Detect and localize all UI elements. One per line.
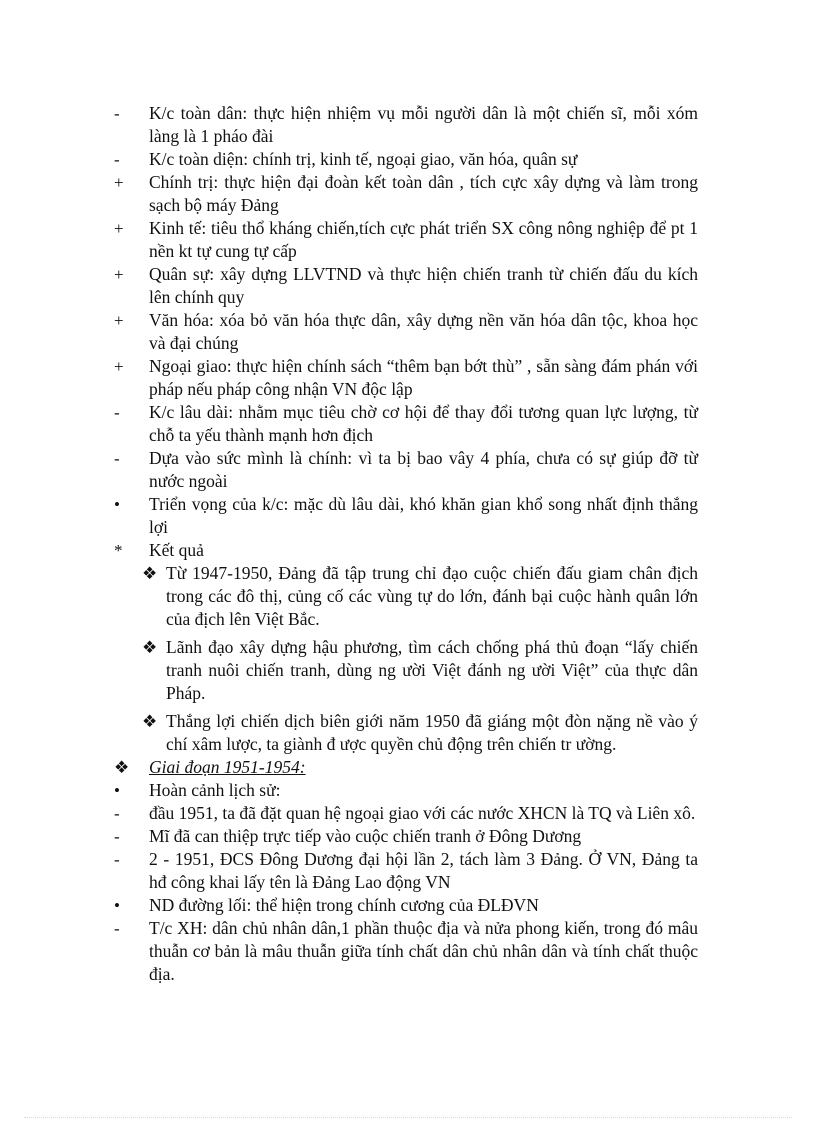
list-marker: - xyxy=(114,919,120,938)
list-item xyxy=(114,756,698,779)
list-item xyxy=(114,447,698,493)
list-item xyxy=(114,894,698,917)
list-marker: • xyxy=(114,781,120,800)
list-item xyxy=(114,217,698,263)
list-marker: ❖ xyxy=(114,758,130,777)
list-item-text: Giai đoạn 1951-1954: xyxy=(149,757,306,777)
list-item xyxy=(114,401,698,447)
list-item xyxy=(114,102,698,148)
list-item xyxy=(114,636,698,705)
list-item-text: Hoàn cảnh lịch sử: xyxy=(149,780,281,800)
list-item xyxy=(114,562,698,631)
list-item-text: Dựa vào sức mình là chính: vì ta bị bao vây 4 phía, chưa có sự giúp đỡ từ nước ngoài xyxy=(149,448,698,491)
list-item xyxy=(114,309,698,355)
list-marker: ❖ xyxy=(142,564,158,583)
list-marker: - xyxy=(114,804,120,823)
list-item xyxy=(114,493,698,539)
list-item-text: 2 - 1951, ĐCS Đông Dương đại hội lần 2, tách làm 3 Đảng. Ở VN, Đảng ta hđ công khai lấy tên là Đảng Lao động VN xyxy=(149,849,698,892)
list-marker: • xyxy=(114,495,120,514)
list-item-text: Lãnh đạo xây dựng hậu phương, tìm cách chống phá thủ đoạn “lấy chiến tranh nuôi chiến tranh, dùng ng ười Việt đánh ng ười Việt” của thực dân Pháp. xyxy=(166,637,698,703)
list-item-text: T/c XH: dân chủ nhân dân,1 phần thuộc địa và nửa phong kiến, trong đó mâu thuẫn cơ bản là mâu thuẫn giữa tính chất dân chủ nhân dân và tính chất thuộc địa. xyxy=(149,918,698,984)
list-item-text: Chính trị: thực hiện đại đoàn kết toàn dân , tích cực xây dựng và làm trong sạch bộ máy Đảng xyxy=(149,172,698,215)
list-item xyxy=(114,171,698,217)
list-item-text: ND đường lối: thể hiện trong chính cương của ĐLĐVN xyxy=(149,895,539,915)
list-item-text: K/c lâu dài: nhằm mục tiêu chờ cơ hội để thay đổi tương quan lực lượng, từ chỗ ta yếu thành mạnh hơn địch xyxy=(149,402,698,445)
list-item xyxy=(114,779,698,802)
list-item xyxy=(114,148,698,171)
list-item-text: Quân sự: xây dựng LLVTND và thực hiện chiến tranh từ chiến đấu du kích lên chính quy xyxy=(149,264,698,307)
list-item xyxy=(114,848,698,894)
list-item-text: Ngoại giao: thực hiện chính sách “thêm bạn bớt thù” , sẵn sàng đám phán với pháp nếu pháp công nhận VN độc lập xyxy=(149,356,698,399)
list-marker: - xyxy=(114,850,120,869)
list-item xyxy=(114,263,698,309)
list-marker: + xyxy=(114,265,124,284)
page-footer-divider xyxy=(24,1117,792,1118)
list-marker: - xyxy=(114,403,120,422)
list-item xyxy=(114,917,698,986)
list-marker: + xyxy=(114,357,124,376)
list-item xyxy=(114,802,698,825)
list-marker: + xyxy=(114,219,124,238)
list-item-text: đầu 1951, ta đã đặt quan hệ ngoại giao với các nước XHCN là TQ và Liên xô. xyxy=(149,803,696,823)
list-item-text: Thắng lợi chiến dịch biên giới năm 1950 đã giáng một đòn nặng nề vào ý chí xâm lược, ta giành đ ược quyền chủ động trên chiến tr ường. xyxy=(166,711,698,754)
list-item-text: Kinh tế: tiêu thổ kháng chiến,tích cực phát triển SX công nông nghiệp để pt 1 nền kt tự cung tự cấp xyxy=(149,218,698,261)
list-item xyxy=(114,355,698,401)
list-marker: ❖ xyxy=(142,712,158,731)
list-item-text: Mĩ đã can thiệp trực tiếp vào cuộc chiến tranh ở Đông Dương xyxy=(149,826,582,846)
list-marker: + xyxy=(114,311,124,330)
list-marker: * xyxy=(114,541,123,560)
list-item xyxy=(114,710,698,756)
list-item-text: Từ 1947-1950, Đảng đã tập trung chỉ đạo cuộc chiến đấu giam chân địch trong các đô thị, củng cố các vùng tự do lớn, đánh bại cuộc hành quân lớn của địch lên Việt Bắc. xyxy=(166,563,698,629)
list-marker: + xyxy=(114,173,124,192)
document-body xyxy=(114,102,698,986)
list-marker: - xyxy=(114,104,120,123)
list-marker: ❖ xyxy=(142,638,158,657)
list-item-text: Văn hóa: xóa bỏ văn hóa thực dân, xây dựng nền văn hóa dân tộc, khoa học và đại chúng xyxy=(149,310,698,353)
list-item-text: K/c toàn diện: chính trị, kinh tế, ngoại giao, văn hóa, quân sự xyxy=(149,149,578,169)
list-marker: - xyxy=(114,827,120,846)
list-marker: • xyxy=(114,896,120,915)
list-item xyxy=(114,825,698,848)
list-item xyxy=(114,539,698,562)
list-item-text: Kết quả xyxy=(149,540,204,560)
list-marker: - xyxy=(114,449,120,468)
list-marker: - xyxy=(114,150,120,169)
list-item-text: Triển vọng của k/c: mặc dù lâu dài, khó khăn gian khổ song nhất định thắng lợi xyxy=(149,494,698,537)
list-item-text: K/c toàn dân: thực hiện nhiệm vụ mỗi người dân là một chiến sĩ, mỗi xóm làng là 1 pháo đài xyxy=(149,103,698,146)
